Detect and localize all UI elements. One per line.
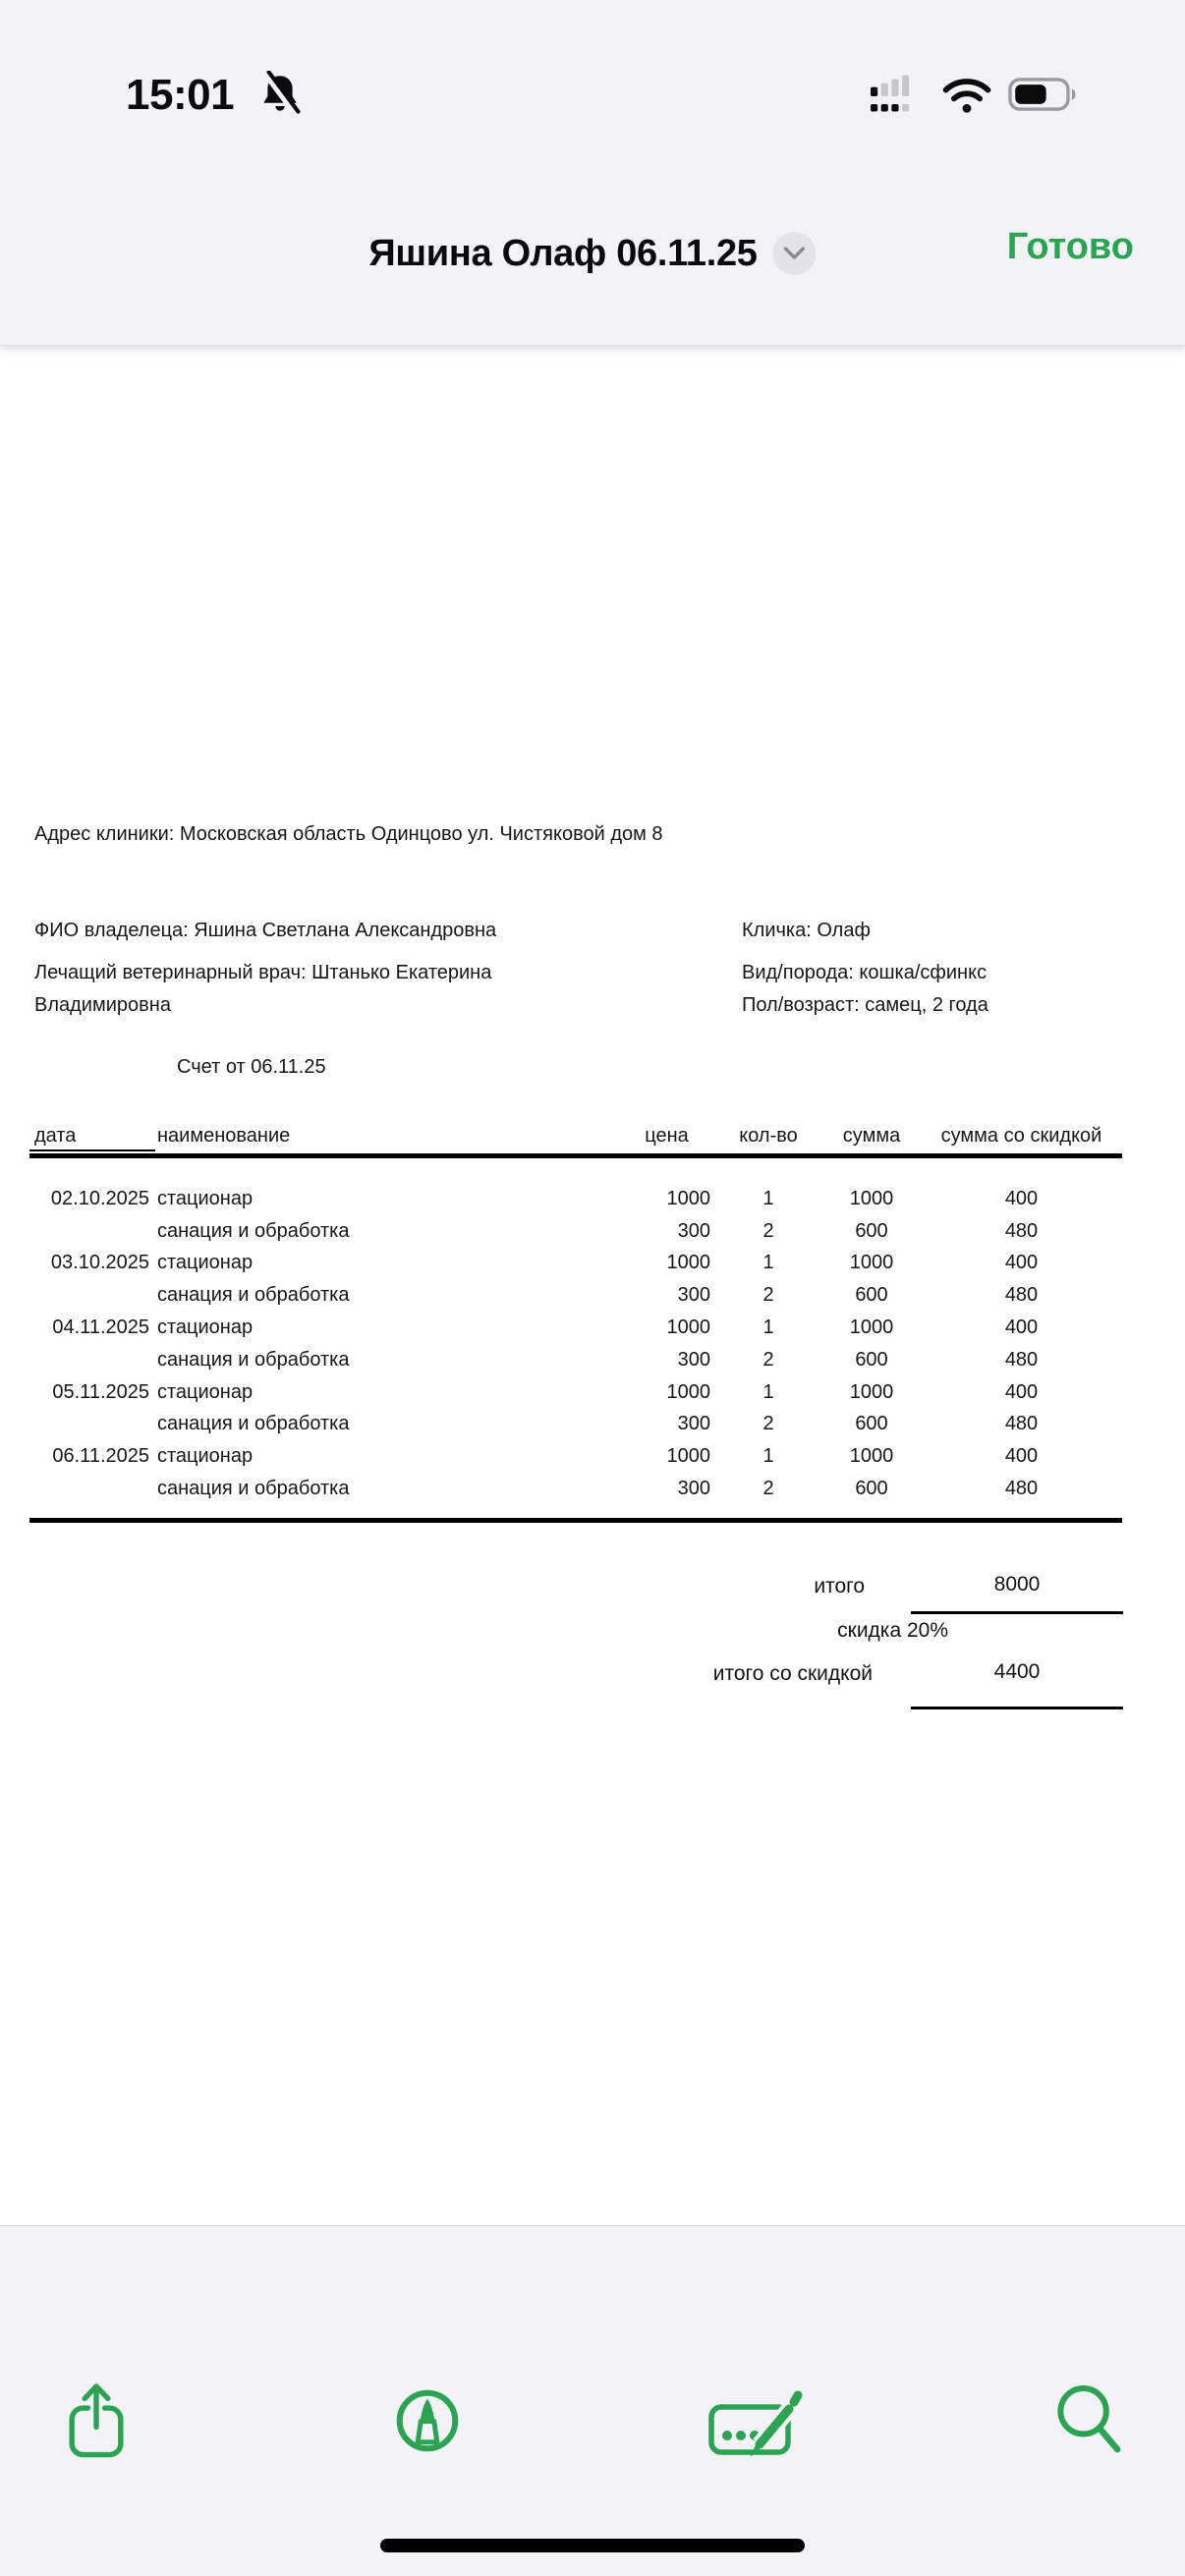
cell-price: 300 (677, 1478, 710, 1500)
cell-sum: 600 (855, 1219, 888, 1242)
cell-discounted: 400 (1004, 1445, 1039, 1468)
cell-sum: 1000 (849, 1187, 894, 1209)
col-header-price: цена (645, 1124, 689, 1147)
top-chrome (0, 0, 1185, 346)
bottom-toolbar (0, 2225, 1185, 2576)
cell-qty: 2 (762, 1219, 774, 1242)
invoice-title: Счет от 06.11.25 (177, 1056, 326, 1078)
cell-qty: 2 (762, 1348, 774, 1371)
total-rule (911, 1611, 1123, 1614)
cell-discounted: 400 (1004, 1380, 1039, 1403)
sex-age: Пол/возраст: самец, 2 года (742, 994, 988, 1016)
discounted-total-label: итого со скидкой (712, 1662, 873, 1685)
cell-date: 05.11.2025 (52, 1380, 149, 1403)
table-header-rule (29, 1153, 1122, 1158)
nav-bar (0, 214, 1185, 305)
cell-sum: 1000 (849, 1316, 894, 1339)
table-row (29, 1409, 1122, 1441)
col-header-sum: сумма (842, 1124, 901, 1147)
owner-name: ФИО владелеца: Яшина Светлана Александровна (34, 920, 497, 941)
cell-discounted: 480 (1004, 1284, 1039, 1307)
chevron-down-icon (783, 246, 807, 261)
document-preview[interactable] (0, 347, 1185, 2225)
col-header-name: наименование (157, 1124, 291, 1147)
cell-name: стационар (157, 1187, 254, 1209)
table-row (29, 1279, 1122, 1312)
search-icon (1053, 2381, 1124, 2460)
share-button[interactable] (47, 2376, 145, 2466)
cell-name: стационар (157, 1445, 254, 1468)
title-chevron-button[interactable] (773, 232, 817, 275)
markup-pen-icon (391, 2387, 464, 2454)
cell-date: 04.11.2025 (52, 1316, 149, 1339)
cell-price: 1000 (666, 1252, 710, 1274)
cell-discounted: 480 (1004, 1219, 1039, 1242)
cell-sum: 600 (855, 1348, 888, 1371)
col-header-date: дата (34, 1124, 77, 1147)
cell-date: 06.11.2025 (52, 1445, 149, 1468)
table-row (29, 1215, 1122, 1248)
table-header-row (29, 1122, 1122, 1149)
table-row (29, 1440, 1122, 1473)
cell-sum: 1000 (849, 1445, 894, 1468)
bell-slash-icon (258, 71, 302, 118)
search-button[interactable] (1040, 2376, 1138, 2466)
cell-price: 300 (677, 1348, 710, 1371)
cellular-signal-icon (867, 73, 926, 116)
species-breed: Вид/порода: кошка/сфинкс (742, 962, 988, 983)
cell-qty: 1 (762, 1445, 774, 1468)
cell-qty: 2 (762, 1413, 774, 1435)
cell-qty: 1 (762, 1316, 774, 1339)
table-row (29, 1312, 1122, 1344)
clinic-address: Адрес клиники: Московская область Одинцово ул. Чистяковой дом 8 (34, 823, 663, 845)
cell-name: санация и обработка (157, 1348, 350, 1371)
vet-name-line1: Лечащий ветеринарный врач: Штанько Екатерина (34, 962, 492, 983)
cell-price: 300 (677, 1413, 710, 1435)
cell-discounted: 400 (1004, 1252, 1039, 1274)
cell-name: стационар (157, 1380, 254, 1403)
cell-sum: 600 (855, 1413, 888, 1435)
fill-sign-icon (708, 2381, 807, 2460)
date-column-underline (29, 1149, 155, 1151)
table-row (29, 1183, 1122, 1215)
fill-sign-button[interactable] (708, 2376, 807, 2466)
cell-discounted: 480 (1004, 1478, 1039, 1500)
battery-icon (1008, 75, 1083, 114)
discounted-total-value: 4400 (993, 1660, 1041, 1683)
col-header-qty: кол-во (739, 1124, 798, 1147)
status-icons (867, 73, 1083, 116)
home-indicator[interactable] (380, 2539, 805, 2552)
table-row (29, 1344, 1122, 1376)
pet-nickname: Кличка: Олаф (742, 920, 871, 941)
status-bar (0, 0, 1185, 128)
share-icon (64, 2380, 129, 2461)
cell-sum: 600 (855, 1284, 888, 1307)
cell-qty: 1 (762, 1380, 774, 1403)
cell-name: стационар (157, 1252, 254, 1274)
done-button[interactable]: Готово (1006, 226, 1134, 267)
cell-date: 02.10.2025 (50, 1187, 149, 1209)
cell-discounted: 400 (1004, 1187, 1039, 1209)
markup-button[interactable] (378, 2376, 477, 2466)
table-row (29, 1473, 1122, 1505)
table-bottom-rule (29, 1518, 1122, 1523)
status-time: 15:01 (126, 71, 235, 119)
cell-price: 1000 (666, 1380, 710, 1403)
cell-price: 1000 (666, 1445, 710, 1468)
cell-price: 1000 (666, 1316, 710, 1339)
page-title: Яшина Олаф 06.11.25 (368, 232, 758, 274)
cell-discounted: 400 (1004, 1316, 1039, 1339)
cell-discounted: 480 (1004, 1348, 1039, 1371)
cell-price: 300 (677, 1284, 710, 1307)
cell-name: санация и обработка (157, 1284, 350, 1307)
document-title-menu[interactable] (368, 214, 816, 293)
cell-name: санация и обработка (157, 1219, 350, 1242)
cell-price: 1000 (666, 1187, 710, 1209)
cell-qty: 2 (762, 1478, 774, 1500)
col-header-discounted: сумма со скидкой (940, 1124, 1102, 1147)
discounted-total-rule (911, 1707, 1123, 1709)
cell-qty: 1 (762, 1187, 774, 1209)
vet-name-line2: Владимировна (34, 994, 171, 1016)
table-row (29, 1248, 1122, 1280)
wifi-icon (941, 75, 992, 114)
total-value: 8000 (993, 1573, 1041, 1596)
toolbar-buttons (0, 2376, 1185, 2466)
discount-label: скидка 20% (837, 1619, 948, 1642)
cell-name: стационар (157, 1316, 254, 1339)
cell-qty: 2 (762, 1284, 774, 1307)
cell-price: 300 (677, 1219, 710, 1242)
cell-qty: 1 (762, 1252, 774, 1274)
cell-name: санация и обработка (157, 1413, 350, 1435)
cell-discounted: 480 (1004, 1413, 1039, 1435)
table-row (29, 1376, 1122, 1409)
cell-sum: 1000 (849, 1380, 894, 1403)
cell-date: 03.10.2025 (50, 1252, 149, 1274)
table-body (29, 1183, 1122, 1505)
total-label: итого (814, 1575, 865, 1597)
cell-sum: 1000 (849, 1252, 894, 1274)
cell-sum: 600 (855, 1478, 888, 1500)
cell-name: санация и обработка (157, 1478, 350, 1500)
